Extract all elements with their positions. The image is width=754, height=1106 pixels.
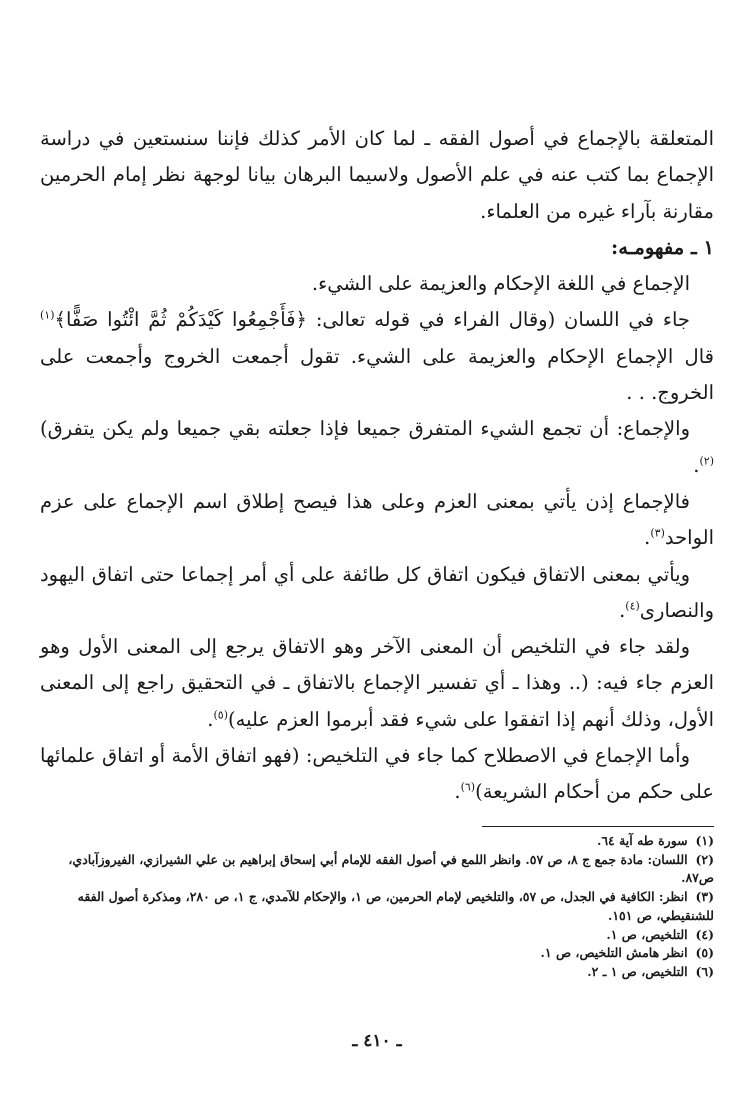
footnote-text: التلخيص، ص ١ ـ ٢. [587,963,688,979]
paragraph-talkhis-quote [40,629,714,738]
footnote-text: اللسان: مادة جمع ج ٨، ص ٥٧. وانظر اللمع في أصول الفقه للإمام أبي إسحاق إبراهيم بن علي الشيرازي، الفيروزآبادي، ص٨٧. [68,851,714,886]
paragraph-text: والإجماع: أن تجمع الشيء المتفرق جميعا فإذا جعلته بقي جميعا ولم يكن يتفرق) [40,417,690,441]
footnote-text: سورة طه آية ٦٤. [596,833,688,848]
paragraph-text: . [644,526,651,550]
footnote-number: (٢) [695,851,714,867]
footnote [40,963,714,982]
paragraph-text: فالإجماع إذن يأتي بمعنى العزم وعلى هذا فيصح إطلاق اسم الإجماع على عزم الواحد [40,489,714,550]
paragraph-agreement-meaning [40,557,714,630]
paragraph-text: ولقد جاء في التلخيص أن المعنى الآخر وهو الاتفاق يرجع إلى المعنى الأول وهو العزم جاء فيه: (.. وهذا ـ أي تفسير الإجماع بالاتفاق ـ في التحقيق راجع إلى المعنى الأول، وذلك أنهم إذا اتفقوا على شيء فقد أبرموا العزم عليه) [40,635,714,731]
paragraph-text: قال الإجماع الإحكام والعزيمة على الشيء. تقول أجمعت الخروج وأجمعت على الخروج. . . [40,344,714,405]
footnote-text: انظر هامش التلخيص، ص ١. [540,945,688,961]
footnote-ref: (٣) [650,526,665,540]
footnote-ref: (٥) [213,708,229,722]
paragraph-lisan-quote [40,302,714,411]
footnote-ref: (٢) [699,454,714,468]
footnote-number: (٤) [695,926,714,942]
paragraph-ijma-definition [40,411,714,484]
footnote-ref: (٦) [460,780,476,794]
paragraph-resolve-meaning [40,484,714,557]
footnote-number: (٥) [695,945,714,961]
footnote-number: (٦) [695,963,714,979]
footnote-number: (٣) [695,889,714,905]
footnote-text: انظر: الكافية في الجدل، ص ٥٧، والتلخيص لإمام الحرمين، ص ١، والإحكام للآمدي، ج ١، ص ٢٨٠، ومذكرة أصول الفقه للشنقيطي، ص ١٥١. [77,889,714,923]
footnote-divider [482,826,714,827]
section-heading: ١ ـ مفهومـه: [611,235,714,259]
paragraph-text: . [693,453,700,477]
paragraph-text: ويأتي بمعنى الاتفاق فيكون اتفاق كل طائفة على أي أمر إجماعا حتى اتفاق اليهود والنصارى [40,562,714,622]
footnote-number: (١) [695,833,714,848]
paragraph-text: . [619,598,626,622]
paragraph-text: جاء في اللسان (وقال الفراء في قوله تعالى: ﴿فَأَجْمِعُوا كَيْدَكُمْ ثُمَّ ائْتُوا صَفًّا﴾ [54,308,690,332]
footnote-text: التلخيص، ص ١. [606,926,688,942]
paragraph-text: . [454,780,461,804]
body-text [40,121,714,811]
footnote [40,944,714,963]
footnote [40,888,714,925]
paragraph-text: وأما الإجماع في الاصطلاح كما جاء في التلخيص: (فهو اتفاق الأمة أو اتفاق علمائها على حكم من أحكام الشريعة) [40,744,714,804]
footnote [40,926,714,945]
footnote-ref: (١) [40,308,55,322]
footnote [40,851,714,888]
paragraph-intro: المتعلقة بالإجماع في أصول الفقه ـ لما كان الأمر كذلك فإننا سنستعين في دراسة الإجماع بما كتب عنه في علم الأصول ولاسيما البرهان بيانا لوجهة نظر إمام الحرمين مقارنة بآراء غيره من العلماء. [40,127,714,223]
footnote-ref: (٤) [625,599,640,613]
paragraph-text: . [207,707,214,731]
paragraph-technical-definition [40,738,714,811]
paragraph-linguistic-definition: الإجماع في اللغة الإحكام والعزيمة على الشيء. [311,272,690,296]
footnote [40,832,714,851]
page-number: ـ ٤١٠ ـ [352,1031,402,1051]
footnotes [40,832,714,982]
